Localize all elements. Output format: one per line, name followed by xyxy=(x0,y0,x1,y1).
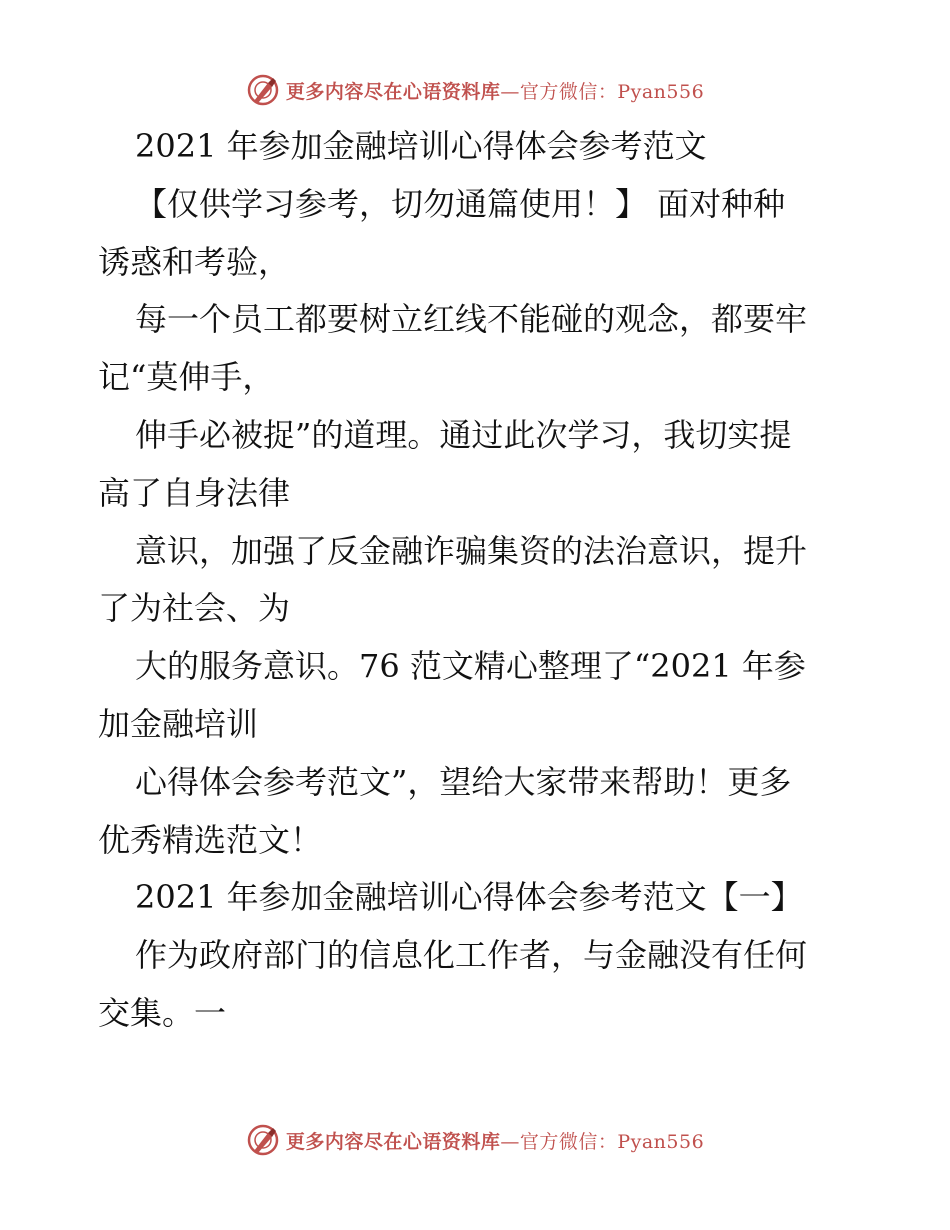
doc-line: 每一个员工都要树立红线不能碰的观念，都要牢 xyxy=(135,300,808,339)
doc-line: 了为社会、为 xyxy=(98,589,291,628)
doc-line: 高了自身法律 xyxy=(98,473,291,512)
watermark-suffix: —官方微信：Pyan556 xyxy=(500,1130,705,1153)
doc-line: 记“莫伸手， xyxy=(98,358,275,397)
watermark-main: 更多内容尽在心语资料库 xyxy=(285,1130,501,1153)
doc-title: 2021 年参加金融培训心得体会参考范文 xyxy=(135,127,707,165)
watermark-main: 更多内容尽在心语资料库 xyxy=(285,80,501,103)
doc-line: 作为政府部门的信息化工作者，与金融没有任何 xyxy=(135,936,808,975)
watermark-suffix: —官方微信：Pyan556 xyxy=(500,80,705,103)
doc-line: 心得体会参考范文”，望给大家带来帮助！更多 xyxy=(135,762,792,801)
footer-watermark xyxy=(0,1120,950,1160)
doc-section-heading: 2021 年参加金融培训心得体会参考范文【一】 xyxy=(135,878,803,917)
doc-line: 优秀精选范文！ xyxy=(98,820,323,859)
watermark-text xyxy=(286,77,704,104)
header-watermark xyxy=(0,70,950,110)
doc-line: 交集。一 xyxy=(98,993,227,1032)
pen-logo-icon xyxy=(246,73,280,107)
doc-line: 意识，加强了反金融诈骗集资的法治意识，提升 xyxy=(135,531,808,570)
watermark-text xyxy=(286,1127,704,1154)
pen-logo-icon xyxy=(246,1123,280,1157)
doc-line: 诱惑和考验， xyxy=(98,242,291,281)
doc-line: 大的服务意识。76 范文精心整理了“2021 年参 xyxy=(135,647,806,686)
doc-line: 【仅供学习参考，切勿通篇使用！】 面对种种 xyxy=(135,184,786,223)
doc-line: 伸手必被捉”的道理。通过此次学习，我切实提 xyxy=(135,415,792,454)
doc-line: 加金融培训 xyxy=(98,704,259,743)
document-body xyxy=(98,118,858,1043)
